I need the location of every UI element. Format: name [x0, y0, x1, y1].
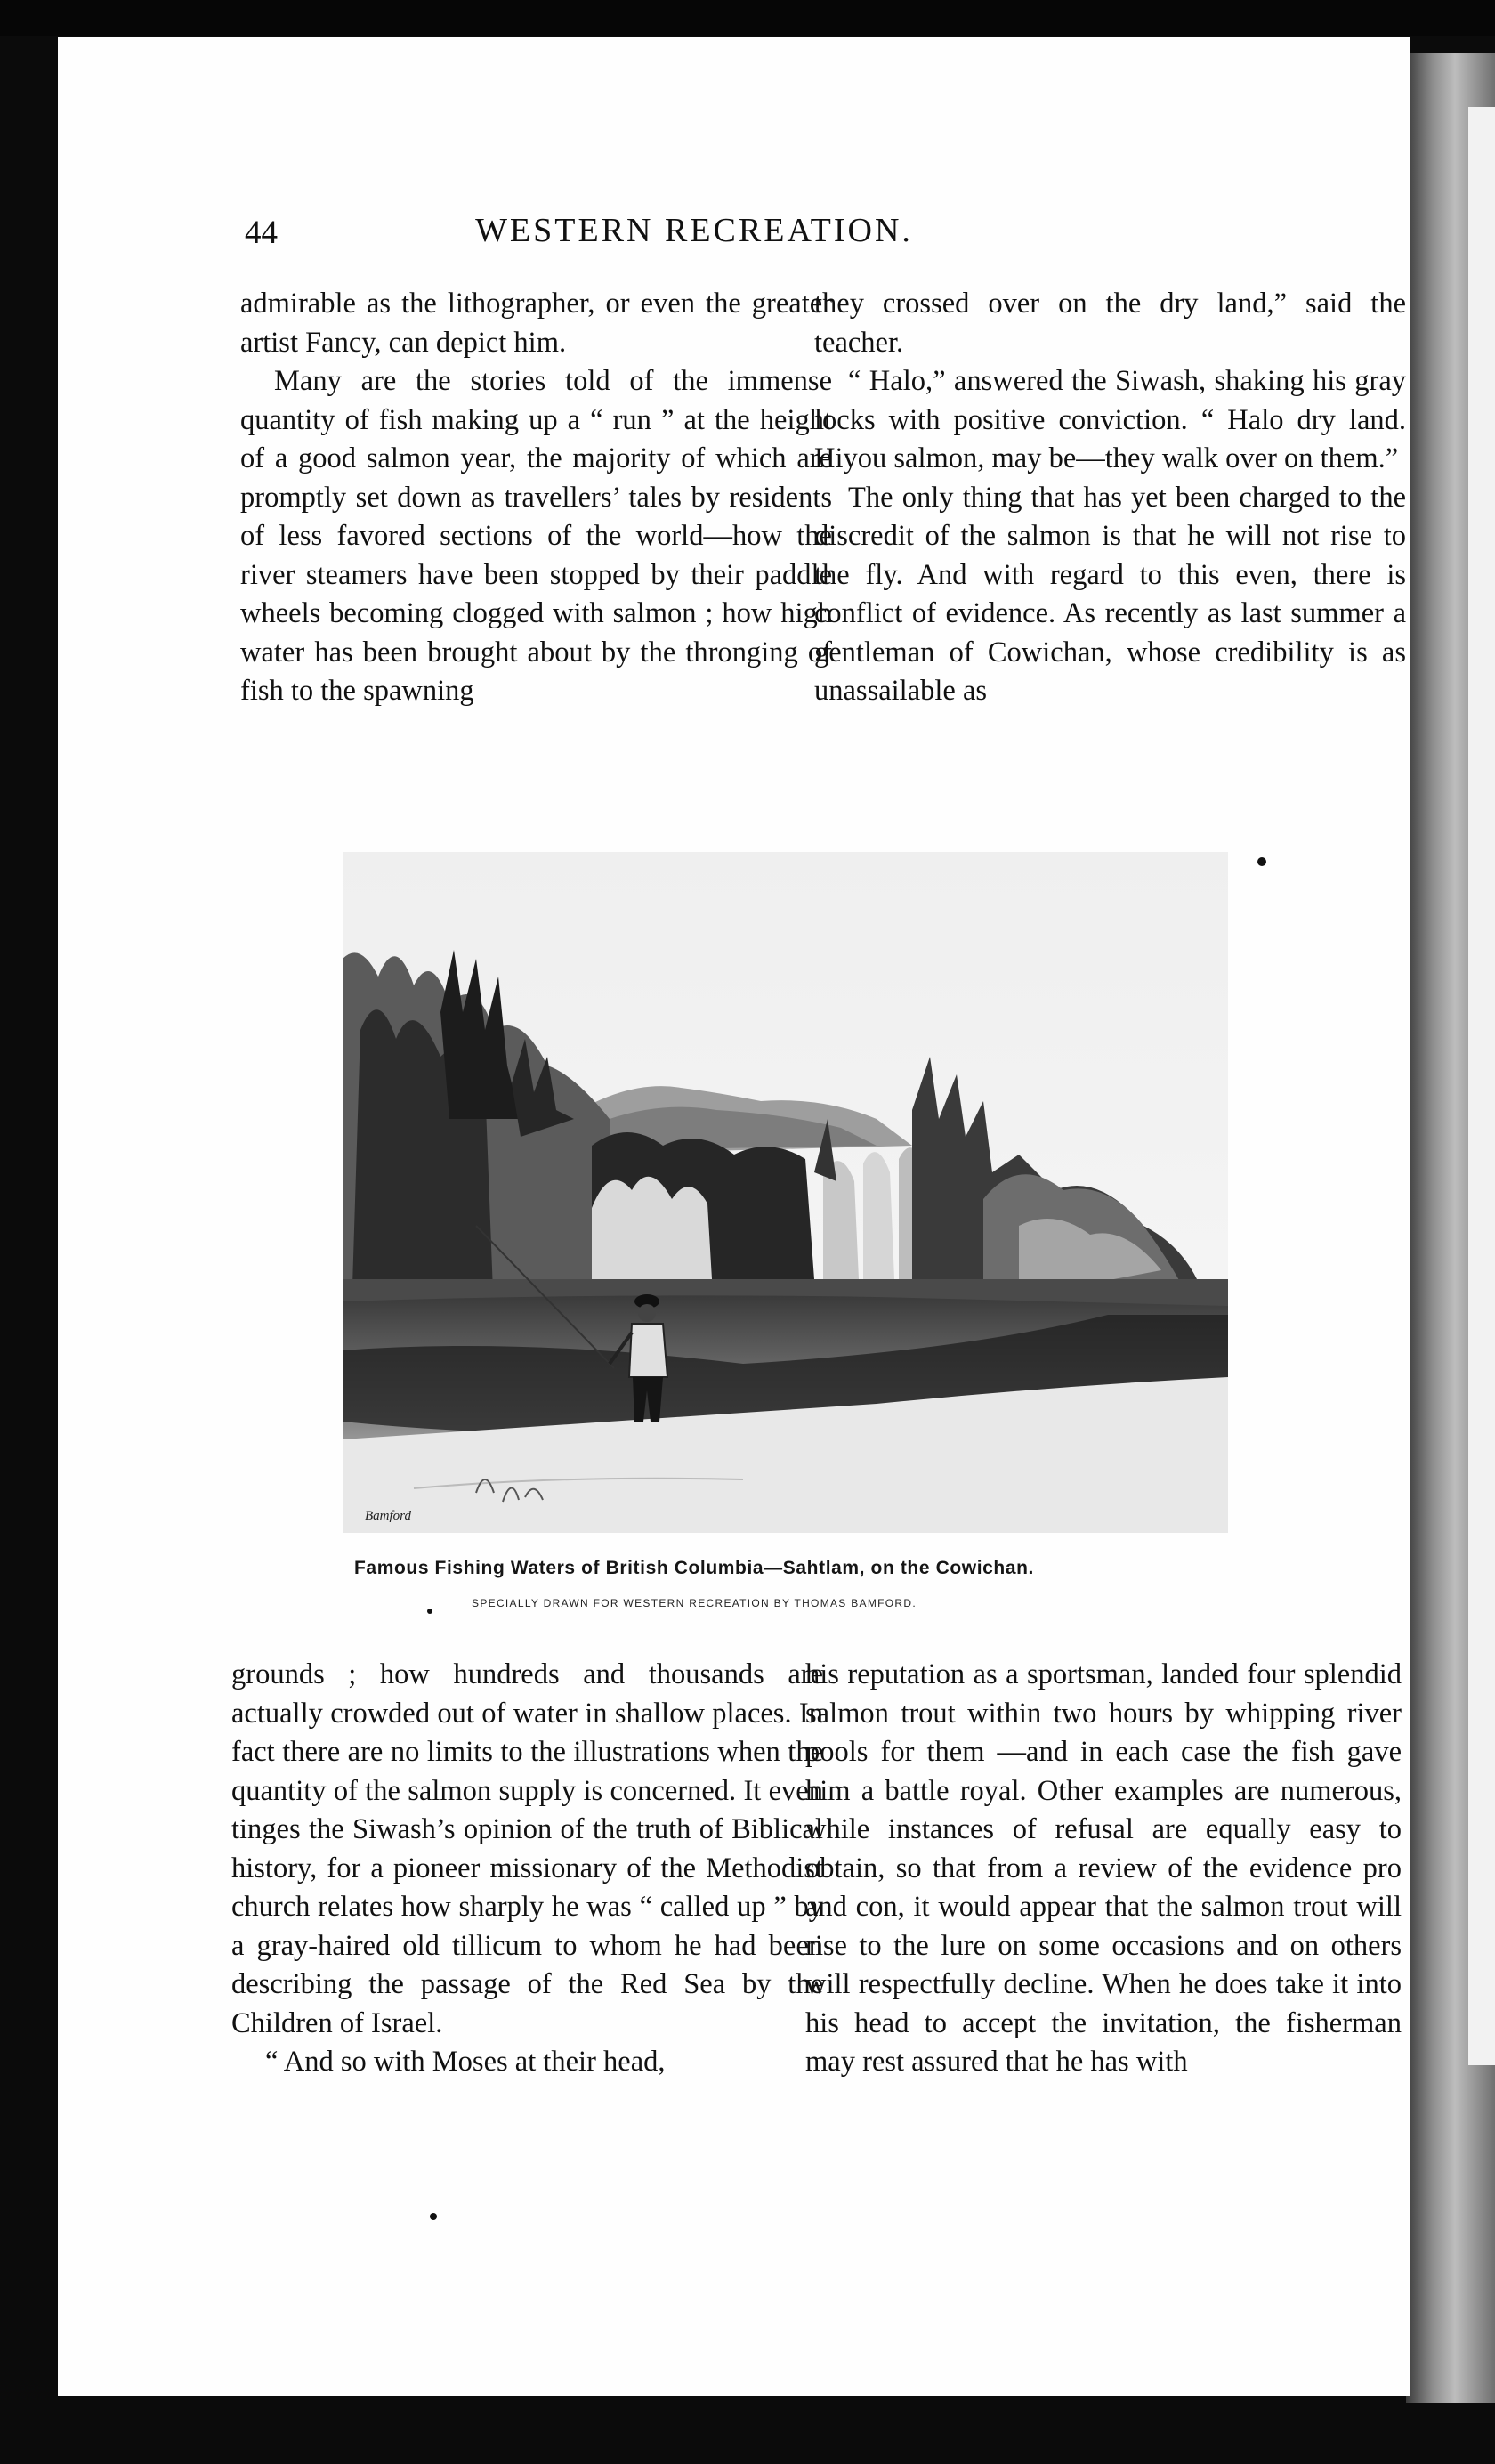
- print-speck: [427, 1609, 432, 1614]
- paragraph: his reputation as a sportsman, landed four splendid salmon trout within two hours by whipping river pools for them —and in each case the fish gave him a battle royal. Other examples are numerous, while instances of refusal are equally easy to obtain, so that from a review of the evidence pro and con, it would appear that the salmon trout will rise to the lure on some occasions and on others will respectfully decline. When he does take it into his head to accept the invitation, the fisherman may rest assured that he has with: [805, 1658, 1402, 2078]
- river-landscape-drawing: [343, 852, 1228, 1533]
- artist-signature: Bamford: [365, 1509, 411, 1523]
- scan-edge-top: [0, 0, 1495, 36]
- paragraph: “ Halo,” answered the Siwash, shaking his gray locks with positive conviction. “ Halo dry land. Hiyou salmon, may be—they walk over on them.”: [814, 365, 1406, 474]
- page-number: 44: [245, 215, 278, 251]
- running-head: WESTERN RECREATION.: [475, 212, 913, 249]
- paragraph: admirable as the lithographer, or even the greater artist Fancy, can depict him.: [240, 288, 832, 359]
- column-left-top: [240, 285, 832, 711]
- print-speck: [430, 2213, 437, 2220]
- illustration-fishing-scene: [343, 852, 1228, 1533]
- page: [58, 37, 1410, 2396]
- scan-edge-right: [1406, 53, 1495, 2403]
- illustration-caption: Famous Fishing Waters of British Columbia—Sahtlam, on the Cowichan.: [354, 1558, 1034, 1578]
- paragraph: The only thing that has yet been charged to the discredit of the salmon is that he will not rise to the fly. And with regard to this even, there is conflict of evidence. As recently as last summer a gentleman of Cowichan, whose credibility is as unassailable as: [814, 481, 1406, 707]
- paragraph: grounds ; how hundreds and thousands are actually crowded out of water in shallow places. In fact there are no limits to the illustrations when the quantity of the salmon supply is concerned. It even tinges the Siwash’s opinion of the truth of Biblical history, for a pioneer missionary of the Methodist church relates how sharply he was “ called up ” by a gray-haired old tillicum to whom he had been describing the passage of the Red Sea by the Children of Israel.: [231, 1658, 823, 2039]
- print-speck: [1257, 857, 1266, 866]
- column-right-top: [814, 285, 1406, 711]
- illustration-credit: SPECIALLY DRAWN FOR WESTERN RECREATION BY THOMAS BAMFORD.: [472, 1597, 917, 1609]
- paragraph: Many are the stories told of the immense quantity of fish making up a “ run ” at the height of a good salmon year, the majority of which are promptly set down as travellers’ tales by residents of less favored sections of the world—how the river steamers have been stopped by their paddle wheels becoming clogged with salmon ; how high water has been brought about by the thronging of fish to the spawning: [240, 365, 832, 707]
- paragraph: “ And so with Moses at their head,: [265, 2046, 666, 2078]
- column-right-bottom: [805, 1656, 1402, 2082]
- paragraph: they crossed over on the dry land,” said the teacher.: [814, 288, 1406, 359]
- column-left-bottom: [231, 1656, 823, 2082]
